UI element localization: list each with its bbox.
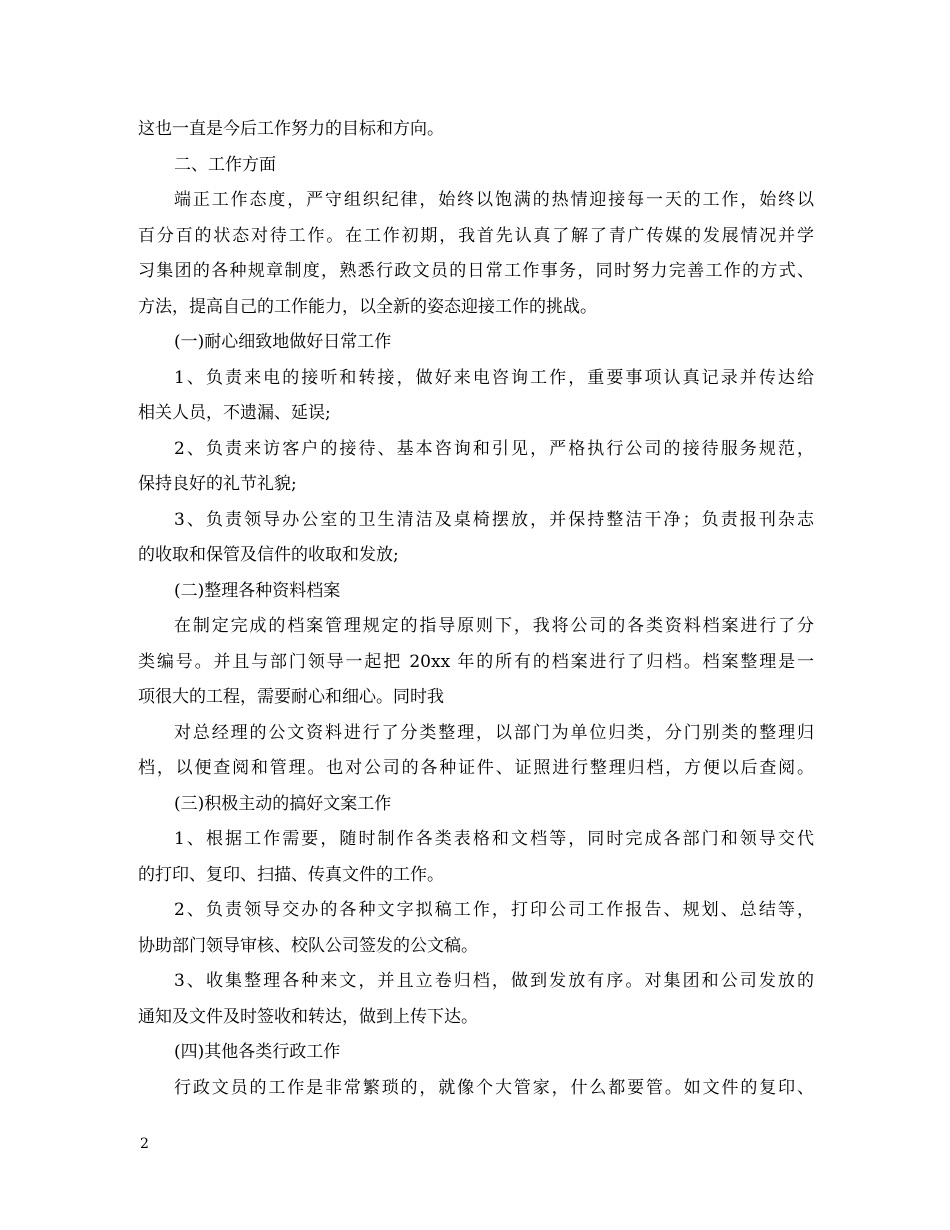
- text-line: 保持良好的礼节礼貌;: [138, 474, 297, 494]
- page-number: 2: [140, 1136, 149, 1152]
- text-line: 百分百的状态对待工作。在工作初期，我首先认真了解了青广传媒的发展情况并学: [138, 225, 814, 246]
- text-line: 相关人员，不遗漏、延误;: [138, 403, 331, 423]
- text-line: 2、负责来访客户的接待、基本咨询和引见，严格执行公司的接待服务规范，: [174, 438, 814, 459]
- text-line: 类编号。并且与部门领导一起把 20xx 年的所有的档案进行了归档。档案整理是一: [138, 651, 814, 672]
- text-line: 方法，提高自己的工作能力，以全新的姿态迎接工作的挑战。: [138, 296, 597, 317]
- text-line: 3、收集整理各种来文，并且立卷归档，做到发放有序。对集团和公司发放的: [174, 971, 814, 991]
- document-body: [138, 112, 814, 1106]
- text-line: 二、工作方面: [174, 154, 276, 175]
- text-line: 1、根据工作需要，随时制作各类表格和文档等，同时完成各部门和领导交代: [174, 829, 814, 849]
- text-line: (三)积极主动的搞好文案工作: [174, 793, 392, 814]
- text-line: 通知及文件及时签收和转达，做到上传下达。: [138, 1006, 478, 1027]
- text-line: (二)整理各种资料档案: [174, 580, 341, 601]
- text-line: 1、负责来电的接听和转接，做好来电咨询工作，重要事项认真记录并传达给: [174, 367, 814, 388]
- text-line: 3、负责领导办公室的卫生清洁及桌椅摆放，并保持整洁干净；负责报刊杂志: [174, 509, 814, 530]
- text-line: 的打印、复印、扫描、传真文件的工作。: [138, 864, 444, 885]
- text-line: (一)耐心细致地做好日常工作: [174, 332, 392, 352]
- text-line: 在制定完成的档案管理规定的指导原则下，我将公司的各类资料档案进行了分: [174, 616, 814, 636]
- text-line: 档，以便查阅和管理。也对公司的各种证件、证照进行整理归档，方便以后查阅。: [138, 758, 814, 778]
- text-line: 协助部门领导审核、校队公司签发的公文稿。: [138, 935, 478, 956]
- text-line: 对总经理的公文资料进行了分类整理，以部门为单位归类，分门别类的整理归: [174, 722, 814, 743]
- text-line: 项很大的工程，需要耐心和细心。同时我: [138, 687, 444, 707]
- text-line: 这也一直是今后工作努力的目标和方向。: [138, 119, 444, 139]
- text-line: 2、负责领导交办的各种文字拟稿工作，打印公司工作报告、规划、总结等，: [174, 900, 814, 920]
- text-line: 端正工作态度，严守组织纪律，始终以饱满的热情迎接每一天的工作，始终以: [174, 190, 814, 210]
- text-line: 的收取和保管及信件的收取和发放;: [138, 545, 399, 565]
- text-line: (四)其他各类行政工作: [174, 1042, 341, 1062]
- text-line: 习集团的各种规章制度，熟悉行政文员的日常工作事务，同时努力完善工作的方式、: [138, 261, 814, 281]
- text-line: 行政文员的工作是非常繁琐的，就像个大管家，什么都要管。如文件的复印、: [174, 1077, 814, 1098]
